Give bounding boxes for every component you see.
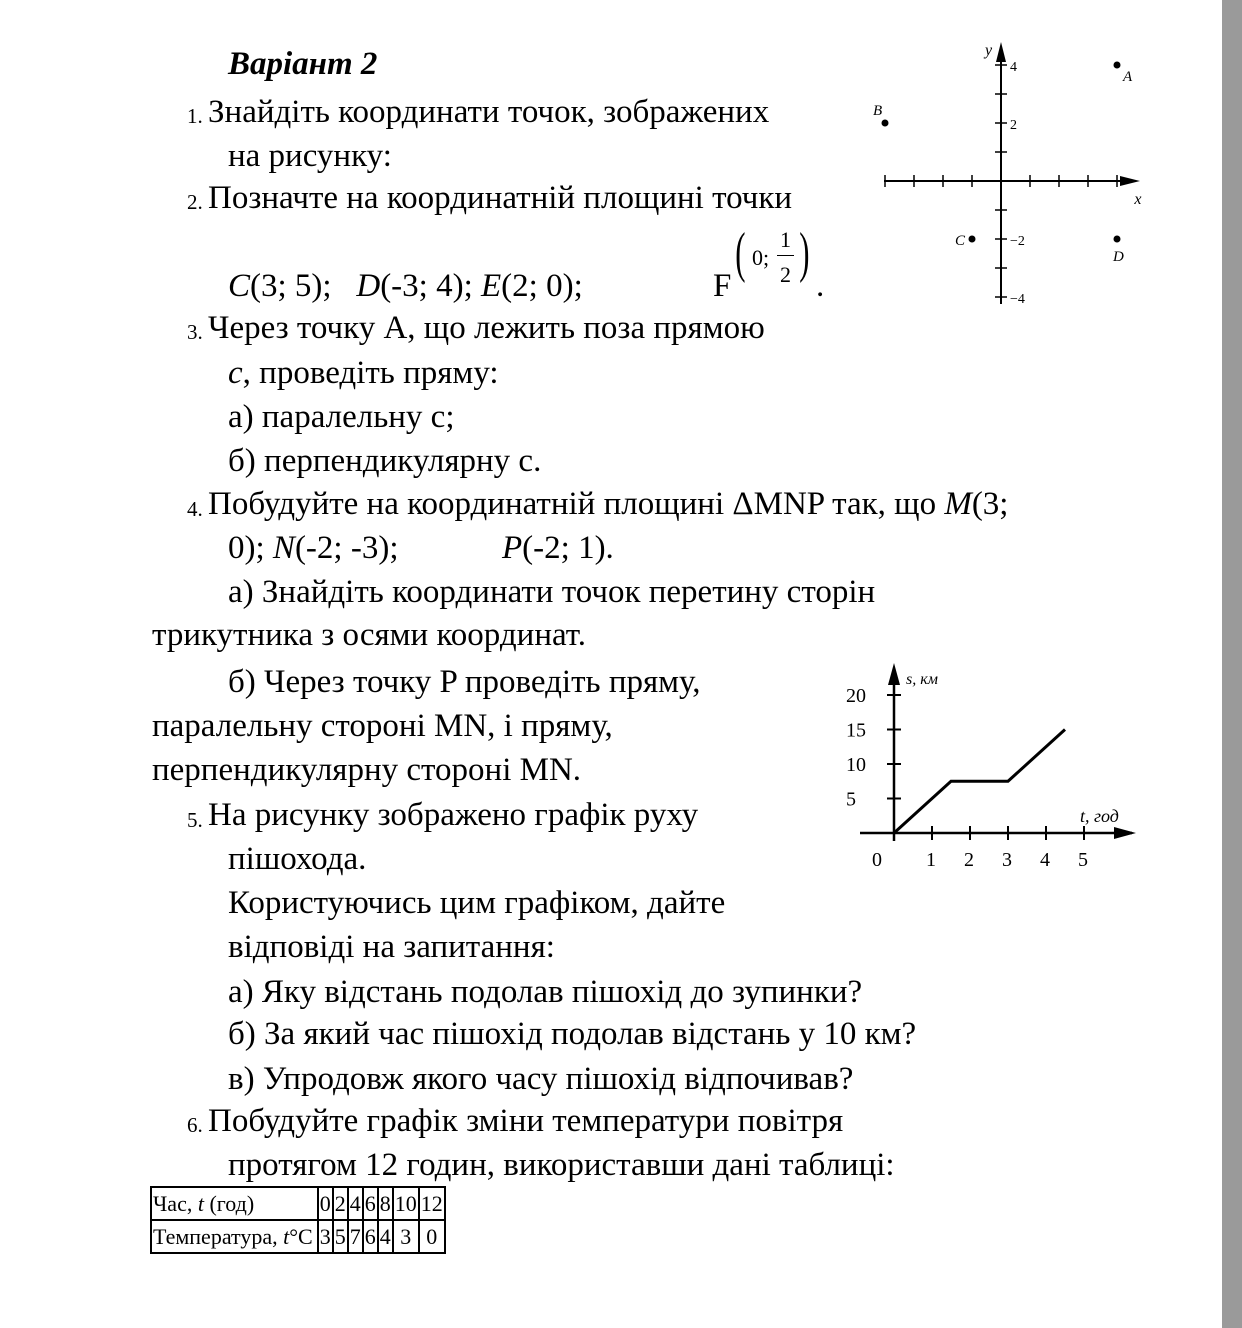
task-5-a: а) Яку відстань подолав пішохід до зупинки? bbox=[228, 974, 863, 1010]
time-tick-label: 5 bbox=[1078, 849, 1088, 871]
task-3-a: а) паралельну с; bbox=[228, 399, 455, 435]
point-d bbox=[1114, 236, 1121, 243]
table-cell: 4 bbox=[378, 1220, 393, 1253]
time-axis-arrow bbox=[1114, 827, 1136, 839]
table-cell: 5 bbox=[333, 1220, 348, 1253]
y-axis-arrow bbox=[996, 42, 1006, 62]
x-axis-label: x bbox=[1134, 191, 1142, 208]
task-5-c: в) Упродовж якого часу пішохід відпочивав? bbox=[228, 1061, 854, 1097]
table-row-temperature bbox=[151, 1220, 445, 1253]
point-f-open-paren: ( bbox=[735, 222, 746, 284]
point-label-a: A bbox=[1123, 69, 1133, 85]
task-2-points bbox=[228, 268, 583, 304]
table-cell: 12 bbox=[419, 1187, 445, 1220]
time-tick-label: 0 bbox=[872, 849, 882, 871]
y-axis-label: y bbox=[985, 42, 993, 59]
x-axis-arrow bbox=[1120, 176, 1140, 186]
task-1-line-1: Знайдіть координати точок, зображених bbox=[208, 94, 770, 130]
time-tick-label: 2 bbox=[964, 849, 974, 871]
time-tick-label: 3 bbox=[1002, 849, 1012, 871]
task-5-line-1: На рисунку зображено графік руху bbox=[208, 797, 699, 833]
point-n-name: N bbox=[272, 530, 295, 566]
task-5-line-3: Користуючись цим графіком, дайте bbox=[228, 885, 726, 921]
point-e-name: E bbox=[481, 268, 502, 304]
task-4-b-line-1: б) Через точку P проведіть пряму, bbox=[228, 664, 701, 700]
task-3-line-2 bbox=[228, 355, 499, 391]
point-c-name: C bbox=[228, 268, 251, 304]
task-3-number: 3. bbox=[187, 320, 203, 344]
temperature-table bbox=[150, 1186, 446, 1254]
point-label-c: C bbox=[955, 233, 966, 249]
point-e-coords: (2; 0); bbox=[501, 268, 583, 304]
table-cell: 6 bbox=[363, 1220, 378, 1253]
point-p-coords: (-2; 1). bbox=[522, 530, 614, 566]
table-cell: 2 bbox=[333, 1187, 348, 1220]
task-1-line-2: на рисунку: bbox=[228, 138, 392, 174]
distance-axis-arrow bbox=[888, 663, 900, 685]
point-f-end: . bbox=[816, 268, 825, 304]
task-4-a-line-1: а) Знайдіть координати точок перетину сторін bbox=[228, 574, 876, 610]
y-tick-label: 4 bbox=[1010, 60, 1017, 75]
task-4-point-p bbox=[502, 530, 614, 566]
task-4-line-1-text: Побудуйте на координатній площині ΔMNP так, що bbox=[208, 486, 945, 522]
table-cell: 7 bbox=[348, 1220, 363, 1253]
point-m-end: 0); bbox=[228, 530, 273, 566]
point-n-coords: (-2; -3); bbox=[294, 530, 399, 566]
y-tick-label: 2 bbox=[1010, 118, 1017, 133]
task-2-line-1: Позначте на координатній площині точки bbox=[208, 180, 793, 216]
distance-tick-label: 5 bbox=[846, 788, 856, 811]
point-p-name: P bbox=[502, 530, 523, 566]
time-tick-label: 1 bbox=[926, 849, 936, 871]
task-2-number: 2. bbox=[187, 190, 203, 214]
task-6-line-2: протягом 12 годин, використавши дані таблиці: bbox=[228, 1147, 895, 1183]
table-cell: 0 bbox=[419, 1220, 445, 1253]
distance-axis-label: s, км bbox=[906, 671, 938, 688]
task-3-line-1: Через точку А, що лежить поза прямою bbox=[208, 310, 765, 346]
task-3-line-2-rest: , проведіть пряму: bbox=[242, 355, 499, 391]
point-a bbox=[1114, 62, 1121, 69]
time-tick-label: 4 bbox=[1040, 849, 1050, 871]
distance-tick-label: 15 bbox=[846, 719, 866, 742]
y-tick-label: −4 bbox=[1010, 292, 1025, 307]
point-c-coords: (3; 5); bbox=[250, 268, 332, 304]
point-f-close-paren: ) bbox=[799, 222, 810, 284]
table-row-time-label: Час, t (год) bbox=[151, 1187, 318, 1220]
point-f-fraction-bar bbox=[777, 255, 794, 256]
table-cell: 10 bbox=[393, 1187, 419, 1220]
table-cell: 3 bbox=[393, 1220, 419, 1253]
table-cell: 4 bbox=[348, 1187, 363, 1220]
task-3-b: б) перпендикулярну с. bbox=[228, 443, 542, 479]
distance-tick-label: 20 bbox=[846, 685, 866, 707]
point-m-open: (3; bbox=[971, 486, 1009, 522]
coordinate-plane-chart bbox=[870, 30, 1150, 320]
y-tick-label: −2 bbox=[1010, 234, 1025, 249]
task-6-line-1: Побудуйте графік зміни температури повітря bbox=[208, 1103, 844, 1139]
point-d-name: D bbox=[356, 268, 381, 304]
point-f-numerator: 1 bbox=[780, 227, 791, 252]
table-cell: 3 bbox=[318, 1220, 333, 1253]
point-f-x: 0; bbox=[752, 245, 770, 270]
point-label-d: D bbox=[1113, 249, 1124, 265]
table-row-temperature-label: Температура, t°C bbox=[151, 1220, 318, 1253]
task-4-number: 4. bbox=[187, 497, 203, 521]
task-4-line-1 bbox=[208, 486, 1008, 522]
series-line-distance bbox=[894, 730, 1065, 834]
point-m-name: M bbox=[944, 486, 972, 522]
distance-tick-label: 10 bbox=[846, 754, 866, 776]
point-c bbox=[969, 236, 976, 243]
task-5-line-4: відповіді на запитання: bbox=[228, 929, 555, 965]
task-4-b-line-2: паралельну стороні MN, і пряму, bbox=[152, 708, 613, 744]
task-6-number: 6. bbox=[187, 1113, 203, 1137]
point-b bbox=[882, 120, 889, 127]
table-cell: 0 bbox=[318, 1187, 333, 1220]
task-1-number: 1. bbox=[187, 104, 203, 128]
line-c-name: c bbox=[228, 355, 243, 391]
table-cell: 6 bbox=[363, 1187, 378, 1220]
point-f-denominator: 2 bbox=[780, 262, 791, 287]
task-4-b-line-3: перпендикулярну стороні MN. bbox=[152, 752, 582, 788]
task-4-line-2 bbox=[228, 530, 398, 566]
variant-title: Варіант 2 bbox=[228, 46, 378, 82]
task-5-number: 5. bbox=[187, 808, 203, 832]
motion-graph-chart bbox=[830, 660, 1150, 880]
point-f-name: F bbox=[713, 268, 732, 304]
point-label-b: B bbox=[873, 103, 883, 119]
table-row-time bbox=[151, 1187, 445, 1220]
task-5-line-2: пішохода. bbox=[228, 841, 367, 877]
task-4-a-line-2: трикутника з осями координат. bbox=[152, 617, 586, 653]
table-cell: 8 bbox=[378, 1187, 393, 1220]
page-edge bbox=[1222, 0, 1242, 1328]
time-axis-label: t, год bbox=[1080, 806, 1119, 826]
task-5-b: б) За який час пішохід подолав відстань у 10 км? bbox=[228, 1016, 917, 1052]
point-d-coords: (-3; 4); bbox=[380, 268, 473, 304]
